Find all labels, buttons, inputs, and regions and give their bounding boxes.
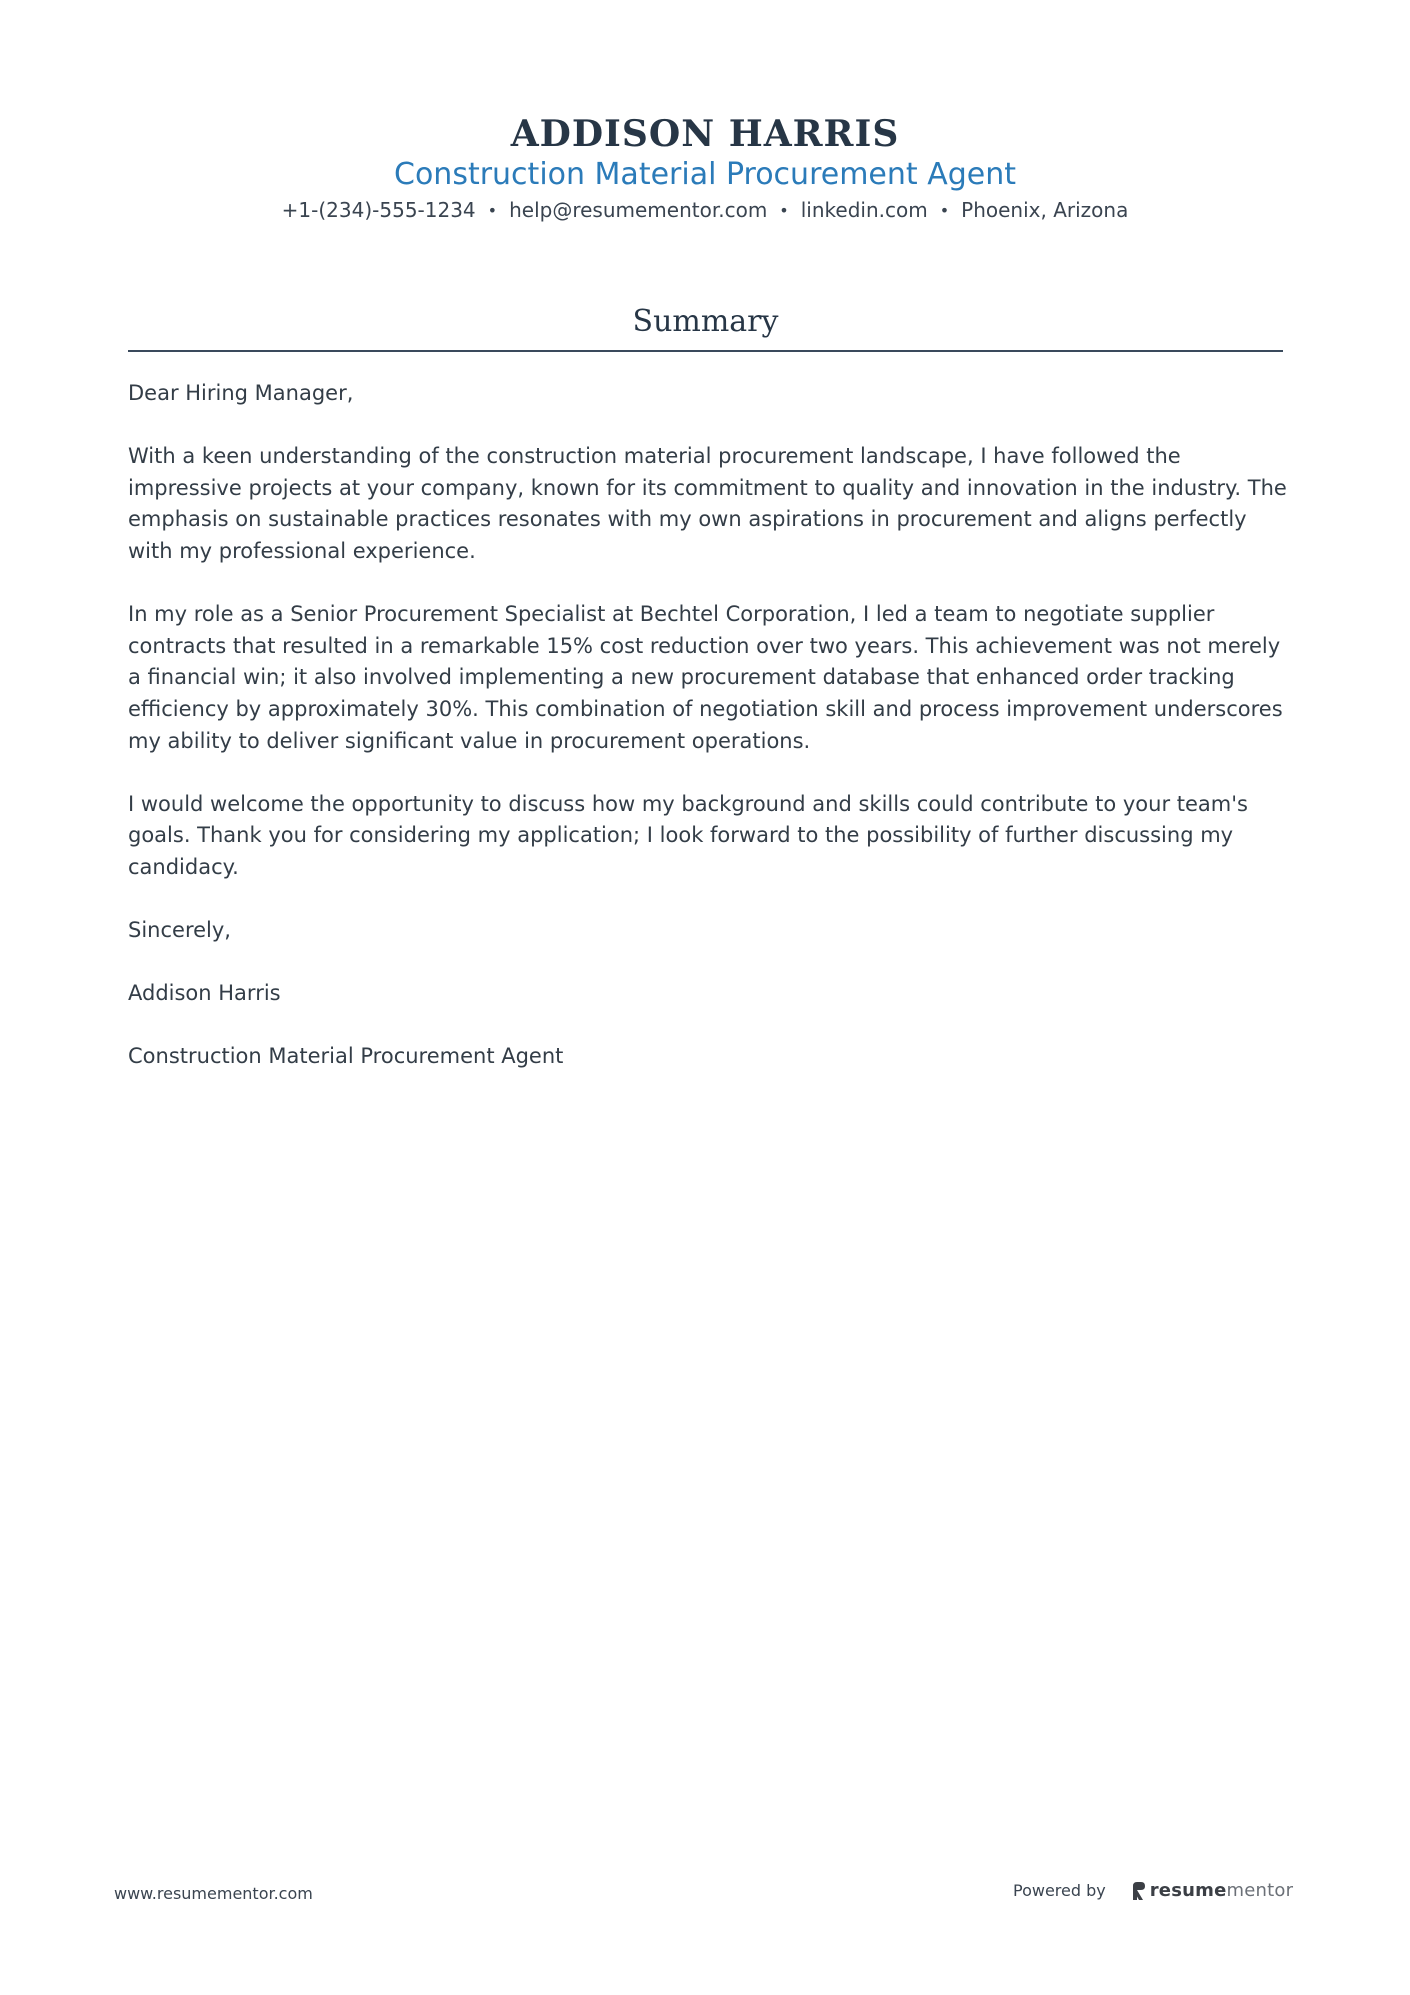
contact-linkedin: linkedin.com — [800, 198, 928, 222]
candidate-title: Construction Material Procurement Agent — [394, 157, 1016, 192]
signature-title: Construction Material Procurement Agent — [128, 1044, 564, 1069]
contact-line — [0, 196, 1410, 225]
contact-phone: +1-(234)-555-1234 — [281, 198, 476, 222]
logo-text-bold: resume — [1149, 1880, 1227, 1901]
resumementor-logo — [1132, 1880, 1293, 1901]
letter-body — [128, 378, 1288, 1105]
signature-name: Addison Harris — [128, 981, 281, 1006]
separator-dot: • — [487, 201, 498, 220]
separator-dot: • — [779, 201, 789, 220]
powered-by-label: Powered by — [1013, 1881, 1106, 1900]
resumementor-logo-icon — [1132, 1881, 1146, 1901]
footer-website: www.resumementor.com — [114, 1884, 313, 1903]
logo-text-light: mentor — [1226, 1880, 1294, 1901]
contact-email: help@resumementor.com — [509, 198, 768, 222]
letter-greeting: Dear Hiring Manager, — [128, 381, 354, 405]
section-heading-summary: Summary — [632, 304, 779, 339]
header — [0, 112, 1410, 225]
section-divider — [128, 350, 1283, 352]
contact-location: Phoenix, Arizona — [961, 198, 1129, 222]
letter-paragraph-1: With a keen understanding of the construction material procurement landscape, I have followed the impressive projects at your company, known for its commitment to quality and innovation in the industry. The emphasis on sustainable practices resonates with my own aspirations in procurement and aligns perfectly with my professional experience. — [128, 444, 1287, 563]
candidate-name: ADDISON HARRIS — [510, 113, 900, 155]
footer-branding — [1013, 1880, 1293, 1901]
resumementor-logo-text — [1150, 1880, 1293, 1901]
letter-paragraph-2: In my role as a Senior Procurement Specialist at Bechtel Corporation, I led a team to negotiate supplier contracts that resulted in a remarkable 15% cost reduction over two years. This achievement was not merely a financial win; it also involved implementing a new procurement database that enhanced order tracking efficiency by approximately 30%. This combination of negotiation skill and process improvement underscores my ability to deliver significant value in procurement operations. — [128, 602, 1283, 753]
letter-paragraph-3: I would welcome the opportunity to discuss how my background and skills could contribute to your team's goals. Thank you for considering my application; I look forward to the possibility of further discussing my candidacy. — [128, 791, 1248, 879]
separator-dot: • — [939, 201, 950, 220]
letter-closing: Sincerely, — [128, 918, 231, 943]
